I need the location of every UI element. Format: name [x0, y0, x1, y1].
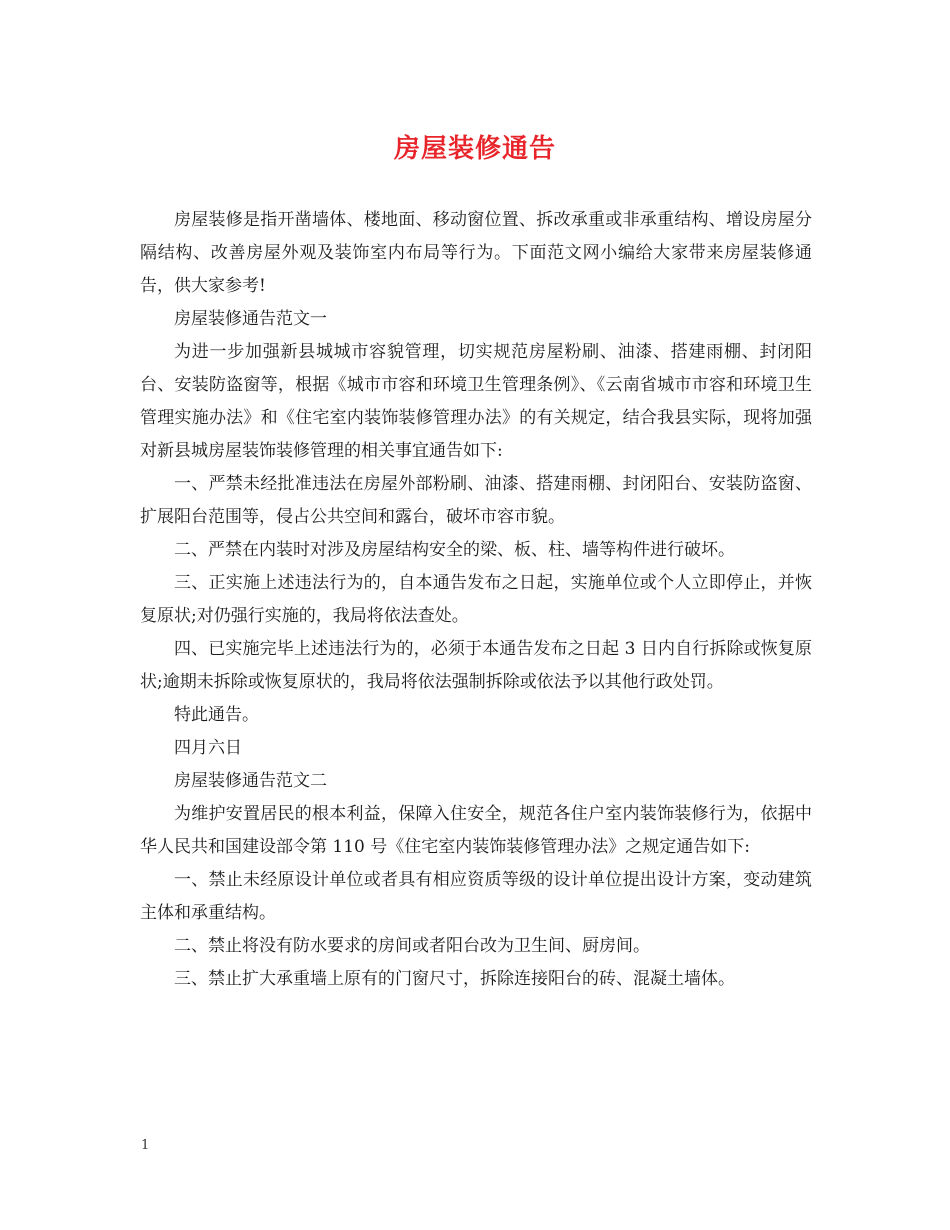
- notice-two-item-3: 三、禁止扩大承重墙上原有的门窗尺寸，拆除连接阳台的砖、混凝土墙体。: [174, 969, 735, 989]
- page-number: 1: [141, 1138, 150, 1153]
- notice-one-closing: 特此通告。: [174, 705, 259, 725]
- notice-one-item-1: 一、严禁未经批准违法在房屋外部粉刷、油漆、搭建雨棚、封闭阳台、安装防盗窗、扩展阳台范围等，侵占公共空间和露台，破坏市容市貌。: [140, 474, 812, 527]
- notice-one-item-3: 三、正实施上述违法行为的，自本通告发布之日起，实施单位或个人立即停止，并恢复原状;对仍强行实施的，我局将依法查处。: [140, 573, 812, 626]
- notice-two-item-1: 一、禁止未经原设计单位或者具有相应资质等级的设计单位提出设计方案，变动建筑主体和承重结构。: [140, 870, 812, 923]
- notice-two-preamble: 为维护安置居民的根本利益，保障入住安全，规范各住户室内装饰装修行为，依据中华人民共和国建设部令第 110 号《住宅室内装饰装修管理办法》之规定通告如下:: [140, 804, 812, 857]
- section-heading-sample-one: 房屋装修通告范文一: [174, 309, 327, 329]
- notice-one-preamble: 为进一步加强新县城城市容貌管理，切实规范房屋粉刷、油漆、搭建雨棚、封闭阳台、安装防盗窗等，根据《城市市容和环境卫生管理条例》、《云南省城市市容和环境卫生管理实施办法》和《住宅室内装饰装修管理办法》的有关规定，结合我县实际，现将加强对新县城房屋装饰装修管理的相关事宜通告如下:: [140, 342, 812, 461]
- document-body: [140, 204, 812, 996]
- section-heading-sample-two: 房屋装修通告范文二: [174, 771, 327, 791]
- notice-one-item-4: 四、已实施完毕上述违法行为的，必须于本通告发布之日起 3 日内自行拆除或恢复原状;逾期未拆除或恢复原状的，我局将依法强制拆除或依法予以其他行政处罚。: [140, 639, 812, 692]
- intro-paragraph: 房屋装修是指开凿墙体、楼地面、移动窗位置、拆改承重或非承重结构、增设房屋分隔结构、改善房屋外观及装饰室内布局等行为。下面范文网小编给大家带来房屋装修通告，供大家参考!: [140, 210, 812, 296]
- document-title: 房屋装修通告: [393, 134, 556, 164]
- notice-two-item-2: 二、禁止将没有防水要求的房间或者阳台改为卫生间、厨房间。: [174, 936, 650, 956]
- notice-one-date: 四月六日: [174, 738, 242, 758]
- notice-one-item-2: 二、严禁在内装时对涉及房屋结构安全的梁、板、柱、墙等构件进行破坏。: [174, 540, 735, 560]
